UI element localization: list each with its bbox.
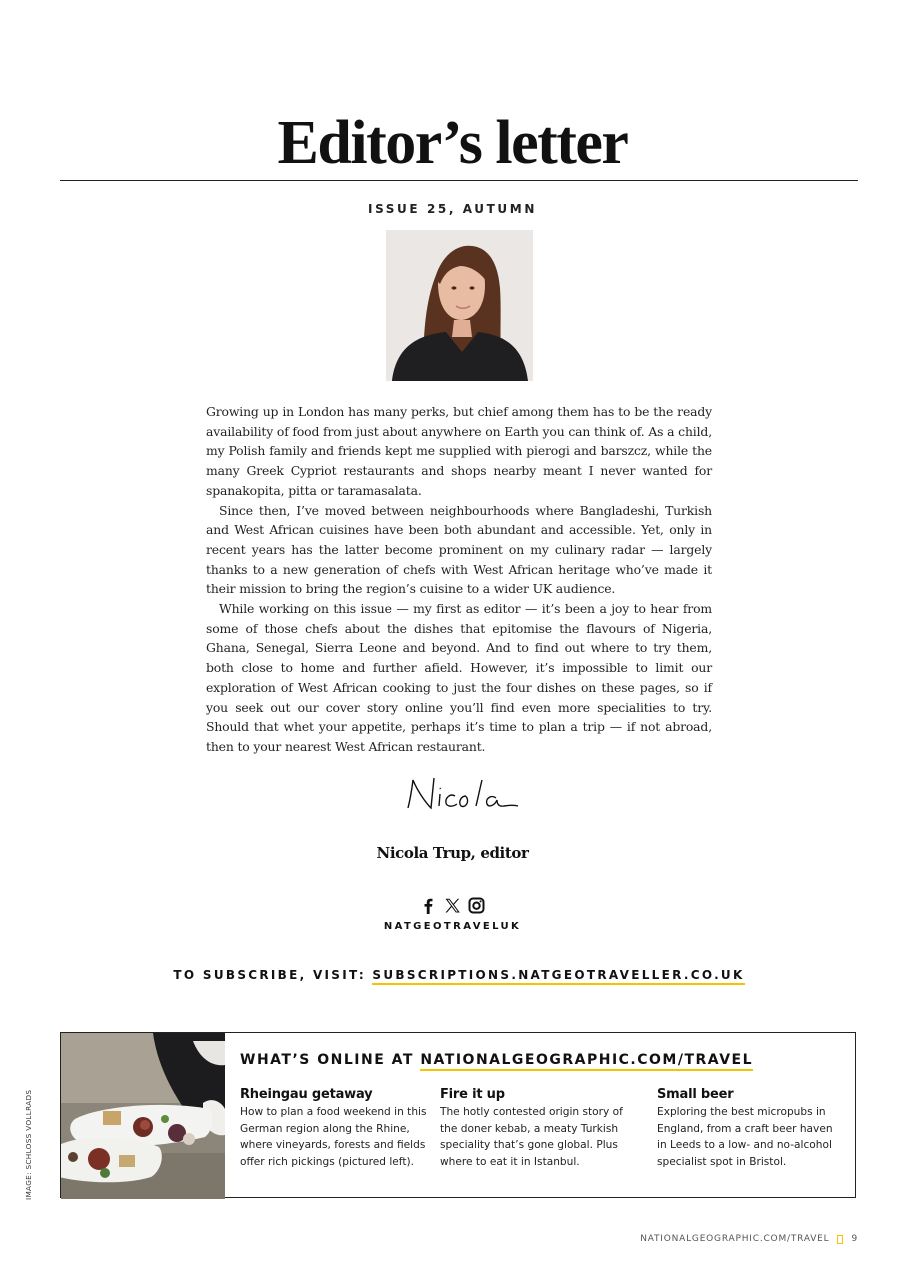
- online-heading: [240, 1052, 753, 1068]
- online-heading-prefix: WHAT’S ONLINE AT: [240, 1052, 421, 1068]
- footer-site[interactable]: NATIONALGEOGRAPHIC.COM/TRAVEL: [640, 1234, 830, 1244]
- editor-signature: [400, 772, 522, 814]
- image-credit: IMAGE: SCHLOSS VOLLRADS: [24, 1089, 33, 1200]
- online-item-body: The hotly contested origin story of the doner kebab, a meaty Turkish speciality that’s gone global. Plus where to eat it in Istanbul.: [440, 1106, 623, 1168]
- online-item-title: Fire it up: [440, 1087, 505, 1102]
- page-footer: [640, 1234, 858, 1244]
- facebook-icon[interactable]: [420, 897, 437, 914]
- social-handle: NATGEOTRAVELUK: [383, 921, 522, 932]
- online-heading-link[interactable]: NATIONALGEOGRAPHIC.COM/TRAVEL: [420, 1052, 753, 1071]
- page-title: Editor’s letter: [277, 109, 628, 177]
- issue-label: ISSUE 25, AUTUMN: [368, 202, 537, 216]
- letter-paragraph: Since then, I’ve moved between neighbourhoods where Bangladeshi, Turkish and West African cuisines have been both abundant and accessible. Yet, only in recent years has the latter become prominent on my culinary radar — largely thanks to a new generation of chefs with West African heritage who’ve made it their mission to bring the region’s cuisine to a wider UK audience.: [206, 502, 712, 597]
- online-item-rheingau[interactable]: [240, 1087, 428, 1170]
- rheingau-food-photo: [61, 1033, 225, 1199]
- online-item-fire-it-up[interactable]: [440, 1087, 636, 1170]
- online-item-body: How to plan a food weekend in this German region along the Rhine, where vineyards, forests and fields offer rich pickings (pictured left).: [240, 1106, 427, 1168]
- letter-body: [206, 402, 712, 757]
- instagram-icon[interactable]: [468, 897, 485, 914]
- subscribe-link[interactable]: SUBSCRIPTIONS.NATGEOTRAVELLER.CO.UK: [372, 968, 744, 985]
- editor-portrait: [386, 230, 533, 381]
- letter-paragraph: Growing up in London has many perks, but chief among them has to be the ready availability of food from just about anywhere on Earth you can think of. As a child, my Polish family and friends kept me supplied with pierogi and barszcz, while the many Greek Cypriot restaurants and shops nearby meant I never wanted for spanakopita, pitta or taramasalata.: [206, 404, 712, 498]
- social-icons: [0, 897, 905, 914]
- online-item-title: Small beer: [657, 1087, 734, 1102]
- online-item-title: Rheingau getaway: [240, 1087, 373, 1102]
- online-item-body: Exploring the best micropubs in England, from a craft beer haven in Leeds to a low- and no-alcohol specialist spot in Bristol.: [657, 1106, 833, 1168]
- page-number: 9: [851, 1234, 858, 1244]
- online-item-small-beer[interactable]: [657, 1087, 839, 1170]
- footer-marker-icon: [837, 1235, 843, 1244]
- subscribe-prefix: TO SUBSCRIBE, VISIT:: [173, 968, 373, 982]
- letter-paragraph: While working on this issue — my first as editor — it’s been a joy to hear from some of those chefs about the dishes that epitomise the flavours of Nigeria, Ghana, Senegal, Sierra Leone and beyond. And to find out where to try them, both close to home and further afield. However, it’s impossible to limit our exploration of West African cooking to just the four dishes on these pages, so if you seek out our cover story online you’ll find even more specialities to try. Should that whet your appetite, perhaps it’s time to plan a trip — if not abroad, then to your nearest West African restaurant.: [206, 601, 712, 754]
- whats-online-box: [60, 1032, 856, 1198]
- editor-signoff: Nicola Trup, editor: [376, 844, 529, 862]
- x-icon[interactable]: [444, 897, 461, 914]
- title-divider: [60, 180, 858, 181]
- subscribe-line: [0, 968, 905, 982]
